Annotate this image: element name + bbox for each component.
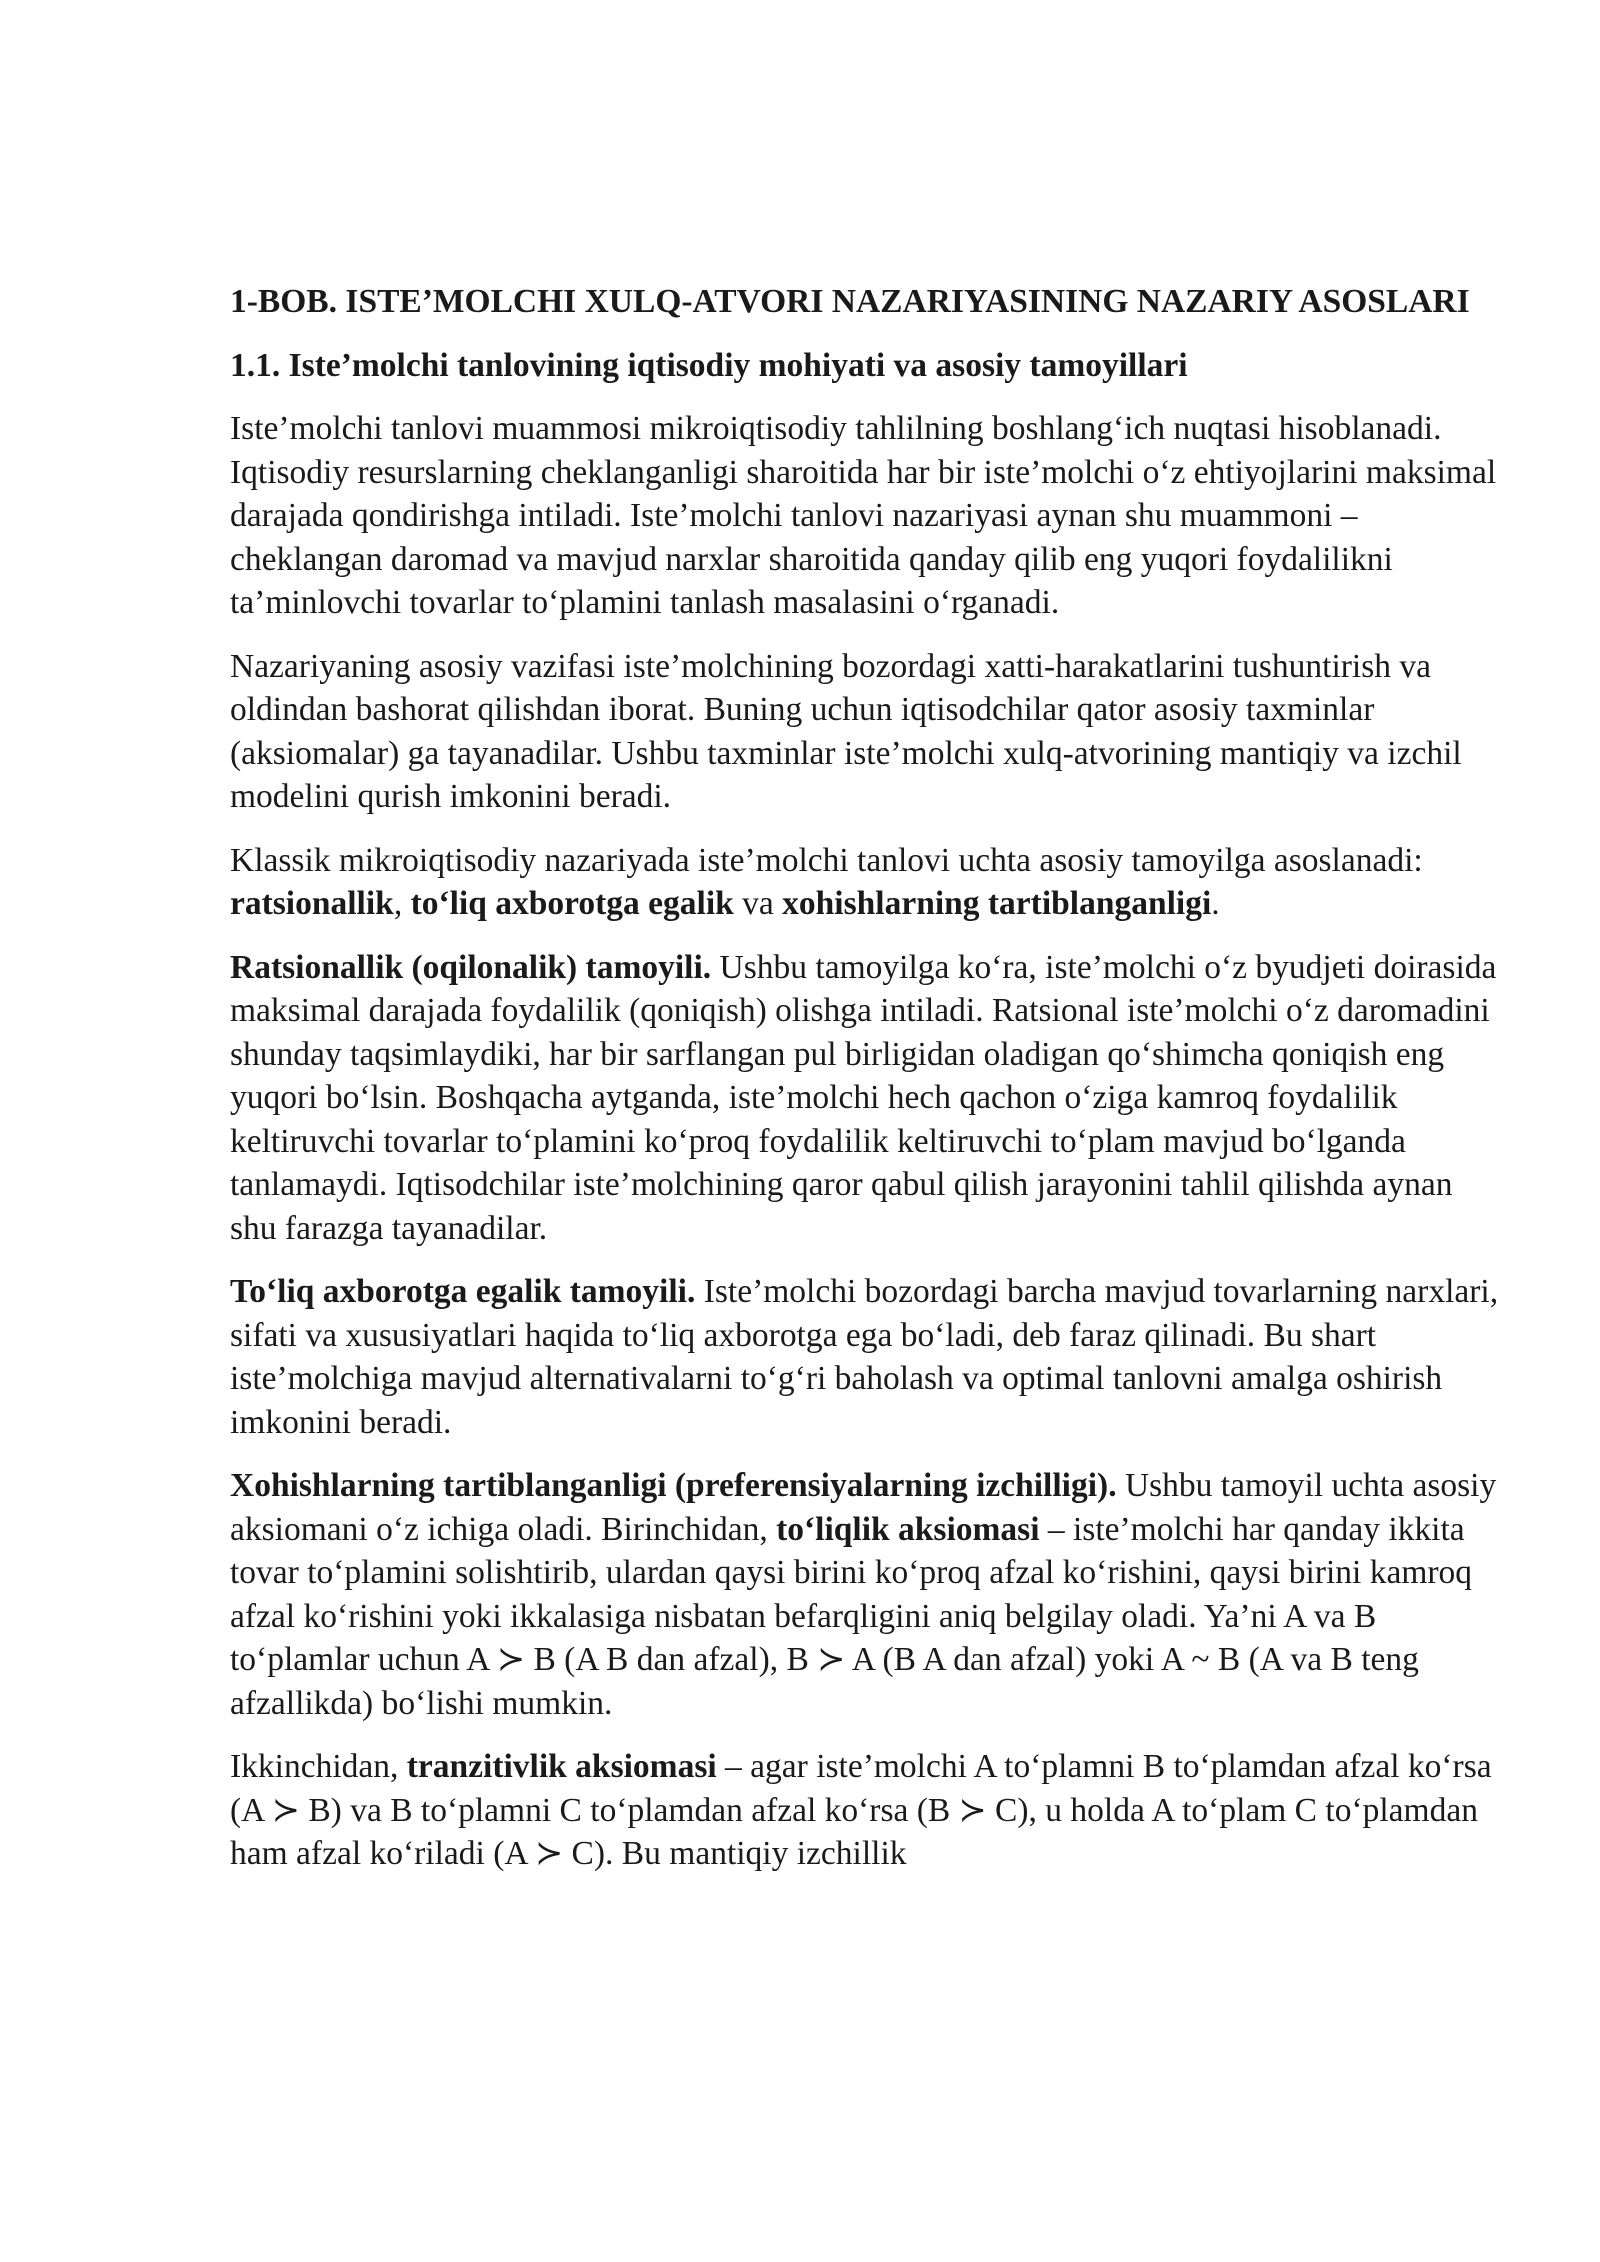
paragraph-principles bbox=[230, 839, 1500, 926]
term-completeness-axiom: to‘liqlik aksiomasi bbox=[776, 1510, 1040, 1548]
principles-text-3: va bbox=[733, 885, 783, 922]
term-ordered-preferences: xohishlarning tartiblanganligi bbox=[782, 885, 1212, 922]
principles-text-2: , bbox=[393, 885, 411, 922]
rationality-text: Ushbu tamoyilga ko‘ra, iste’molchi o‘z byudjeti doirasida maksimal darajada foydalilik (qoniqish) olishga intiladi. Ratsional iste’molchi o‘z daromadini shunday taqsimlaydiki, har bir sarflangan pul birligidan oladigan qo‘shimcha qoniqish eng yuqori bo‘lsin. Boshqacha aytganda, iste’molchi hech qachon o‘ziga kamroq foydalilik keltiruvchi tovarlar to‘plamini ko‘proq foydalilik keltiruvchi to‘plam mavjud bo‘lganda tanlamaydi. Iqtisodchilar iste’molchining qaror qabul qilish jarayonini tahlil qilishda aynan shu farazga tayanadilar. bbox=[230, 948, 1497, 1247]
preferences-text-2: – iste’molchi har qanday ikkita tovar to‘plamini solishtirib, ulardan qaysi birini ko‘proq afzal ko‘rishini, qaysi birini kamroq afzal ko‘rishini yoki ikkalasiga nisbatan befarqligini aniq belgilay oladi. Ya’ni A va B to‘plamlar uchun A ≻ B (A B dan afzal), B ≻ A (B A dan afzal) yoki A ~ B (A va B teng afzallikda) bo‘lishi mumkin. bbox=[230, 1510, 1473, 1722]
principles-text-1: Klassik mikroiqtisodiy nazariyada iste’molchi tanlovi uchta asosiy tamoyilga asoslanadi: bbox=[230, 841, 1423, 879]
preferences-heading: Xohishlarning tartiblanganligi (preferensiyalarning izchilligi). bbox=[230, 1467, 1117, 1504]
preferences-text-1: Ushbu tamoyil uchta asosiy aksiomani o‘z ichiga oladi. Birinchidan, bbox=[230, 1467, 1497, 1548]
paragraph-transitivity bbox=[230, 1745, 1500, 1876]
term-full-information: to‘liq axborotga egalik bbox=[410, 885, 734, 922]
chapter-title: 1-BOB. ISTE’MOLCHI XULQ-ATVORI NAZARIYASINING NAZARIY ASOSLARI bbox=[230, 283, 1470, 320]
paragraph-task: Nazariyaning asosiy vazifasi iste’molchining bozordagi xatti-harakatlarini tushuntirish va oldindan bashorat qilishdan iborat. Buning uchun iqtisodchilar qator asosiy taxminlar (aksiomalar) ga tayanadilar. Ushbu taxminlar iste’molchi xulq-atvorining mantiqiy va izchil modelini qurish imkonini beradi. bbox=[230, 647, 1462, 815]
transitivity-text-1: Ikkinchidan, bbox=[230, 1748, 407, 1785]
term-rationality: ratsionallik bbox=[230, 885, 394, 922]
principles-text-4: . bbox=[1211, 885, 1220, 922]
information-text: Iste’molchi bozordagi barcha mavjud tovarlarning narxlari, sifati va xususiyatlari haqida to‘liq axborotga ega bo‘ladi, deb faraz qilinadi. Bu shart iste’molchiga mavjud alternativalarni to‘g‘ri baholash va optimal tanlovni amalga oshirish imkonini beradi. bbox=[230, 1273, 1499, 1441]
transitivity-text-2: – agar iste’molchi A to‘plamni B to‘plamdan afzal ko‘rsa (A ≻ B) va B to‘plamni C to‘plamdan afzal ko‘rsa (B ≻ C), u holda A to‘plam C to‘plamdan ham afzal ko‘riladi (A ≻ C). Bu mantiqiy izchillik bbox=[230, 1748, 1492, 1872]
paragraph-rationality bbox=[230, 946, 1500, 1251]
paragraph-preferences bbox=[230, 1464, 1500, 1725]
paragraph-intro: Iste’molchi tanlovi muammosi mikroiqtisodiy tahlilning boshlang‘ich nuqtasi hisoblanadi. Iqtisodiy resurslarning cheklanganligi sharoitida har bir iste’molchi o‘z ehtiyojlarini maksimal darajada qondirishga intiladi. Iste’molchi tanlovi nazariyasi aynan shu muammoni – cheklangan daromad va mavjud narxlar sharoitida qanday qilib eng yuqori foydalilikni ta’minlovchi tovarlar to‘plamini tanlash masalasini o‘rganadi. bbox=[230, 410, 1497, 621]
information-heading: To‘liq axborotga egalik tamoyili. bbox=[230, 1273, 696, 1310]
rationality-heading: Ratsionallik (oqilonalik) tamoyili. bbox=[230, 948, 712, 986]
section-title: 1.1. Iste’molchi tanlovining iqtisodiy mohiyati va asosiy tamoyillari bbox=[230, 346, 1188, 384]
term-transitivity-axiom: tranzitivlik aksiomasi bbox=[406, 1748, 717, 1785]
paragraph-information bbox=[230, 1270, 1500, 1444]
document-page bbox=[230, 280, 1500, 1896]
